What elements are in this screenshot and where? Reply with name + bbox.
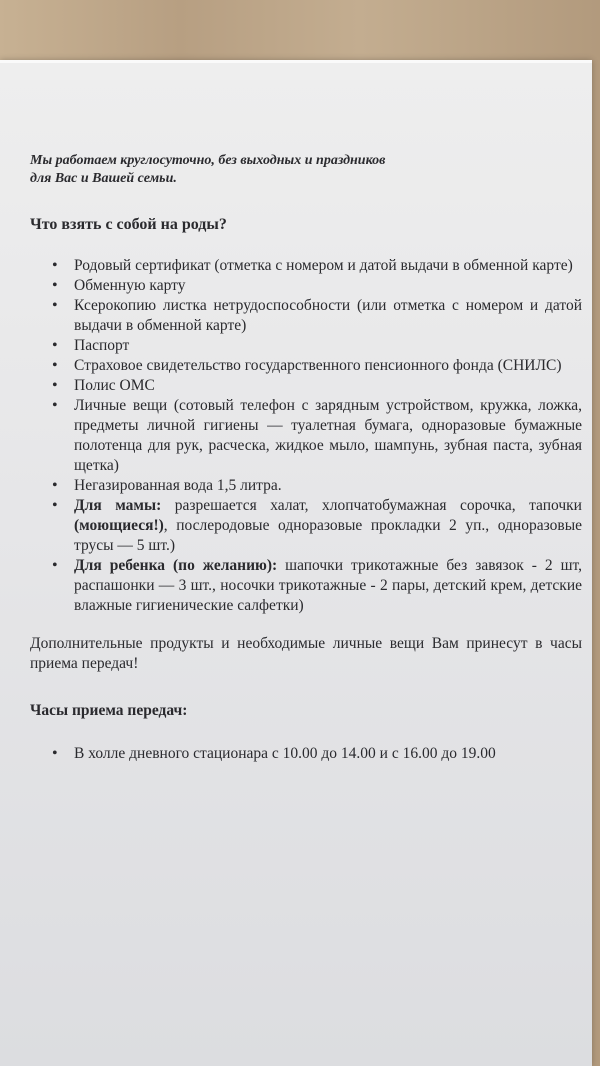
list-item: • Полис ОМС	[74, 376, 582, 396]
document-content	[30, 152, 582, 764]
hours-heading: Часы приема передач:	[30, 702, 188, 719]
list-item: • Для мамы: разрешается халат, хлопчатобумажная сорочка, тапочки (моющиеся!), послеродовые одноразовые прокладки 2 уп., одноразовые трусы — 5 шт.)	[74, 496, 582, 556]
list-item: • Негазированная вода 1,5 литра.	[74, 476, 582, 496]
list-item: • Родовый сертификат (отметка с номером и датой выдачи в обменной карте)	[74, 256, 582, 276]
list-item: • Страховое свидетельство государственного пенсионного фонда (СНИЛС)	[74, 356, 582, 376]
list-item: • Паспорт	[74, 336, 582, 356]
washable-label: (моющиеся!)	[74, 517, 164, 534]
what-to-bring-heading: Что взять с собой на роды?	[30, 216, 227, 233]
list-item: • Ксерокопию листка нетрудоспособности (или отметка с номером и датой выдачи в обменной карте)	[74, 296, 582, 336]
for-mom-label: Для мамы:	[74, 497, 162, 514]
list-item: • Личные вещи (сотовый телефон с зарядным устройством, кружка, ложка, предметы личной гигиены — туалетная бумага, одноразовые бумажные полотенца для рук, расческа, жидкое мыло, шампунь, зубная паста, зубная щетка)	[74, 396, 582, 476]
hours-list	[30, 744, 582, 764]
additional-note: Дополнительные продукты и необходимые личные вещи Вам принесут в часы приема передач!	[30, 635, 582, 672]
items-list	[30, 256, 582, 616]
list-item: • В холле дневного стационара с 10.00 до 14.00 и с 16.00 до 19.00	[74, 744, 582, 764]
paper-sheet	[0, 60, 592, 1066]
list-item: • Обменную карту	[74, 276, 582, 296]
intro-text: Мы работаем круглосуточно, без выходных и праздников для Вас и Вашей семьи.	[30, 153, 386, 186]
list-item: • Для ребенка (по желанию): шапочки трикотажные без завязок - 2 шт, распашонки — 3 шт., носочки трикотажные - 2 пары, детский крем, детские влажные гигиенические салфетки)	[74, 556, 582, 616]
for-baby-label: Для ребенка (по желанию):	[74, 557, 278, 574]
